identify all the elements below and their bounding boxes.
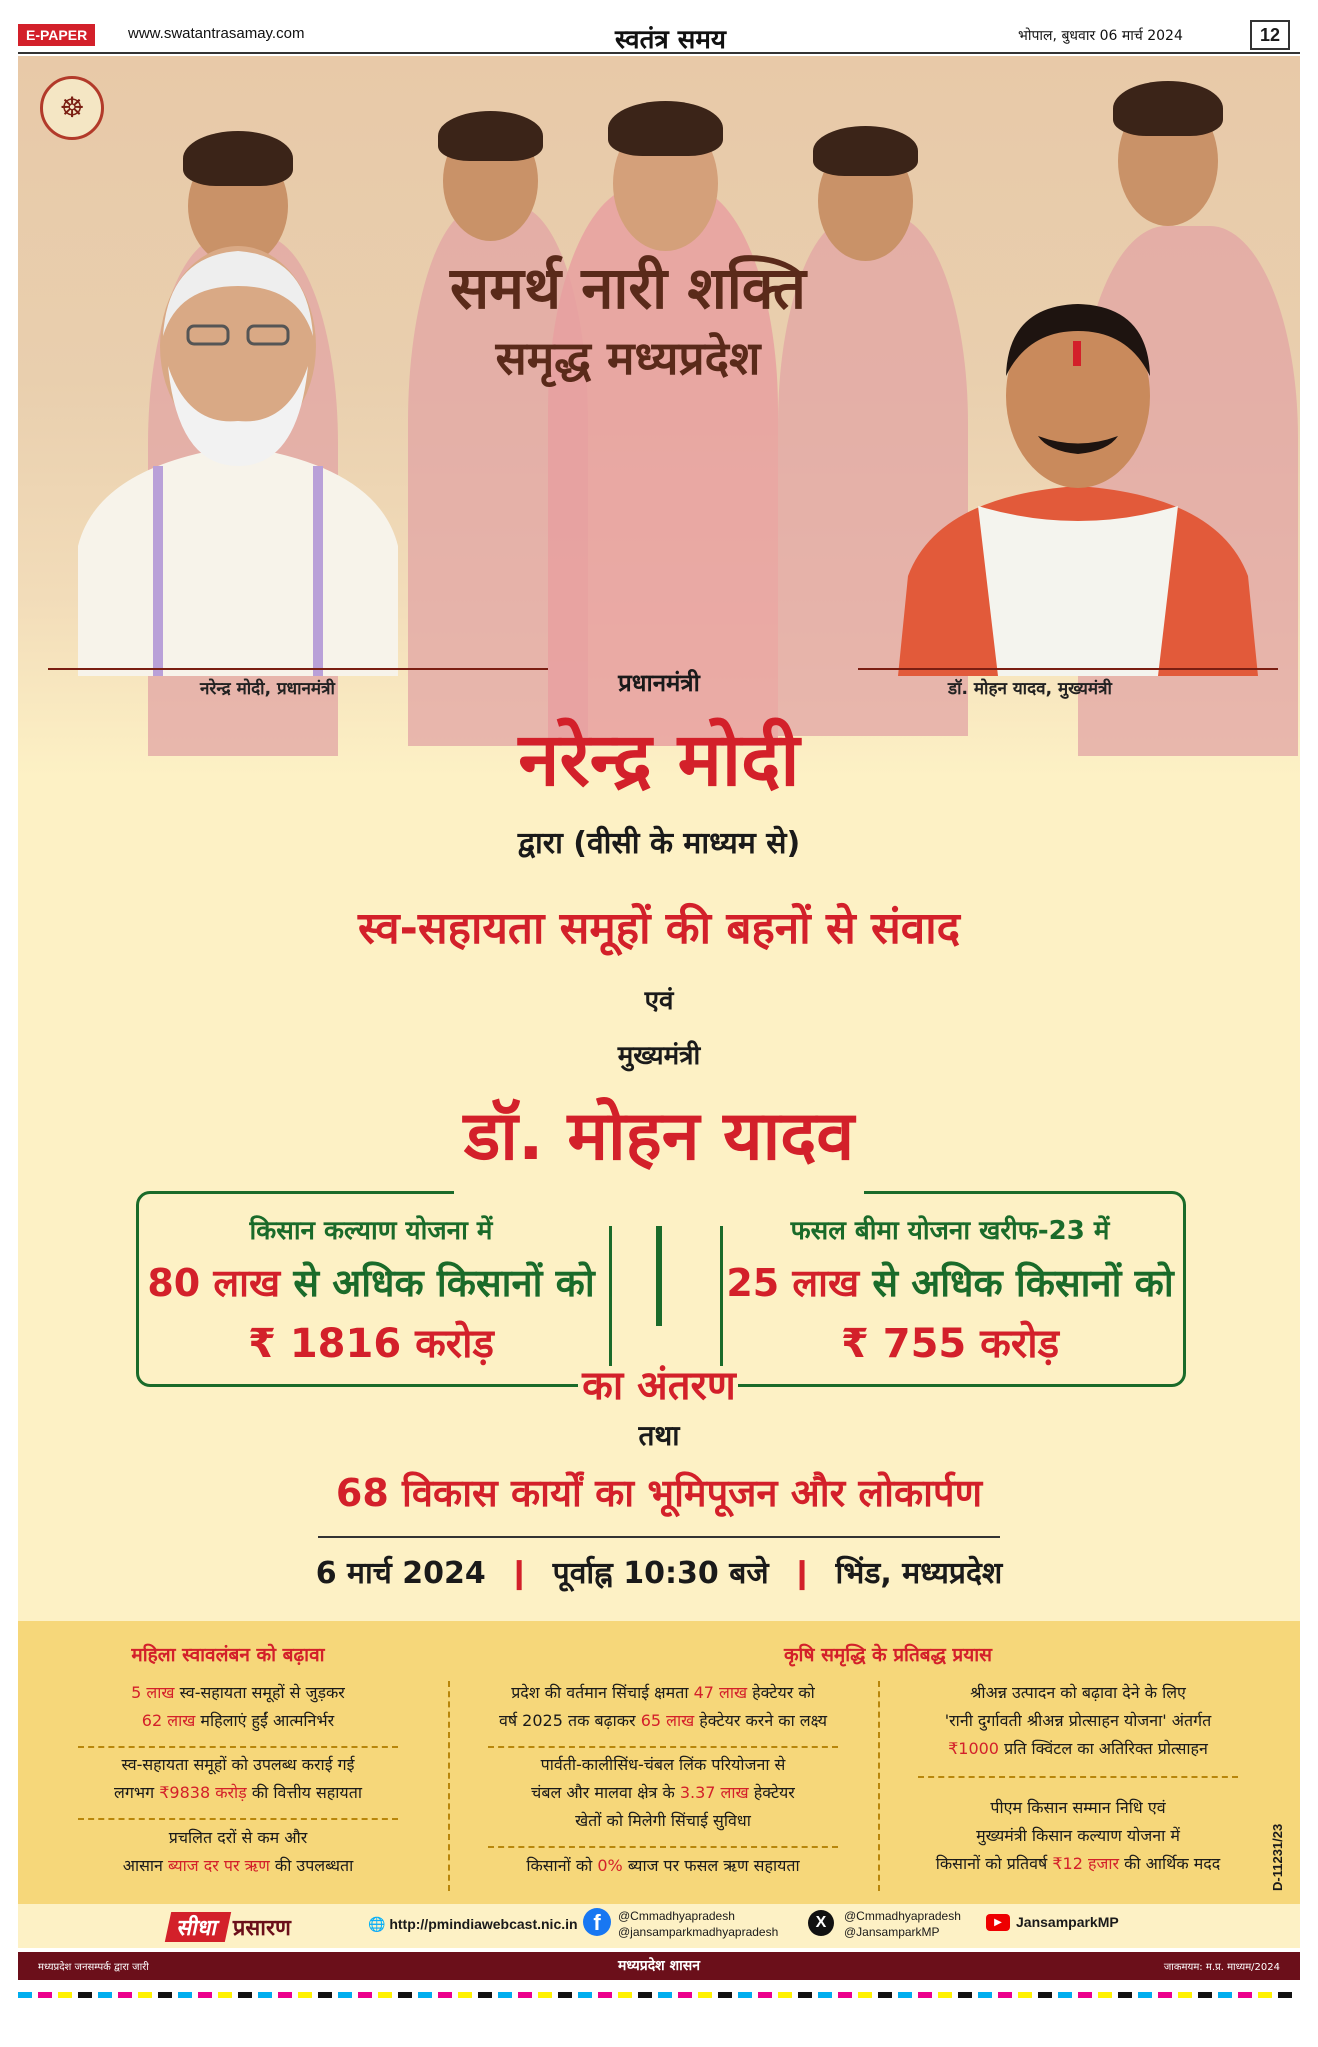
- tatha-text: तथा: [638, 1419, 680, 1452]
- agri-item-1: प्रदेश की वर्तमान सिंचाई क्षमता 47 लाख हेक्टेयर को वर्ष 2025 तक बढ़ाकर 65 लाख हेक्टेयर करने का लक्ष्य: [498, 1683, 828, 1730]
- women-item-1: 5 लाख स्व-सहायता समूहों से जुड़कर 62 लाख महिलाएं हुईं आत्मनिर्भर: [131, 1683, 345, 1730]
- newspaper-header: [18, 18, 1300, 54]
- pm-portrait: [58, 216, 418, 676]
- works-text: 68 विकास कार्यों का भूमिपूजन और लोकार्पण: [335, 1471, 983, 1515]
- event-time: पूर्वाह्न 10:30 बजे: [552, 1556, 769, 1591]
- color-swatch: [238, 1992, 252, 1998]
- color-swatch: [178, 1992, 192, 1998]
- event-details: 6 मार्च 2024 ❙ पूर्वाह्न 10:30 बजे ❙ भिंड, मध्यप्रदेश: [315, 1556, 1003, 1591]
- color-swatch: [358, 1992, 372, 1998]
- color-swatch: [278, 1992, 292, 1998]
- page-number: 12: [1250, 20, 1290, 50]
- color-swatch: [1158, 1992, 1172, 1998]
- color-swatch: [98, 1992, 112, 1998]
- color-swatch: [1038, 1992, 1052, 1998]
- cm-name: डॉ. मोहन यादव: [463, 1097, 855, 1176]
- youtube-handle[interactable]: JansamparkMP: [1016, 1914, 1119, 1930]
- color-swatch: [78, 1992, 92, 1998]
- color-swatch: [518, 1992, 532, 1998]
- facebook-handles[interactable]: @Cmmadhyapradesh @jansamparkmadhyapradesh: [618, 1909, 779, 1939]
- color-swatch: [1078, 1992, 1092, 1998]
- color-swatch: [18, 1992, 32, 1998]
- color-swatch: [338, 1992, 352, 1998]
- kisan-amount: ₹ 1816 करोड़: [248, 1321, 494, 1367]
- color-swatch: [198, 1992, 212, 1998]
- event-place: भिंड, मध्यप्रदेश: [835, 1556, 1003, 1591]
- color-swatch: [438, 1992, 452, 1998]
- youtube-icon[interactable]: ▶: [986, 1914, 1010, 1931]
- color-swatch: [698, 1992, 712, 1998]
- live-telecast-badge: सीधा प्रसारण: [168, 1912, 358, 1944]
- color-swatch: [1198, 1992, 1212, 1998]
- pm-caption: नरेन्द्र मोदी, प्रधानमंत्री: [200, 679, 335, 699]
- agri-heading: कृषि समृद्धि के प्रतिबद्ध प्रयास: [783, 1644, 993, 1666]
- color-swatch: [1238, 1992, 1252, 1998]
- color-swatch: [458, 1992, 472, 1998]
- color-swatch: [158, 1992, 172, 1998]
- color-swatch: [1098, 1992, 1112, 1998]
- event-date: 6 मार्च 2024: [315, 1556, 486, 1591]
- footer-issuer: मध्यप्रदेश जनसम्पर्क द्वारा जारी: [38, 1962, 149, 1973]
- agri-item-5: पीएम किसान सम्मान निधि एवं मुख्यमंत्री किसान कल्याण योजना में किसानों को प्रतिवर्ष ₹12 हजार की आर्थिक मदद: [935, 1798, 1221, 1873]
- women-item-3: प्रचलित दरों से कम और आसान ब्याज दर पर ऋण की उपलब्धता: [122, 1828, 354, 1875]
- cm-caption: डॉ. मोहन यादव, मुख्यमंत्री: [948, 679, 1112, 699]
- color-swatch: [718, 1992, 732, 1998]
- color-swatch: [898, 1992, 912, 1998]
- color-swatch: [378, 1992, 392, 1998]
- print-color-bar: [18, 1992, 1300, 1998]
- color-swatch: [638, 1992, 652, 1998]
- color-swatch: [478, 1992, 492, 1998]
- tagline-secondary: समृद्ध मध्यप्रदेश: [495, 331, 761, 385]
- globe-icon: 🌐: [368, 1916, 386, 1932]
- color-swatch: [758, 1992, 772, 1998]
- color-swatch: [1258, 1992, 1272, 1998]
- ad-code: D-11231/23: [1270, 1823, 1285, 1891]
- pm-title: प्रधानमंत्री: [618, 669, 700, 697]
- color-swatch: [38, 1992, 52, 1998]
- agri-item-3: किसानों को 0% ब्याज पर फसल ऋण सहायता: [526, 1856, 800, 1875]
- cm-title: मुख्यमंत्री: [617, 1041, 701, 1071]
- footer-govt: मध्यप्रदेश शासन: [618, 1958, 700, 1974]
- facebook-icon[interactable]: f: [583, 1908, 611, 1936]
- color-swatch: [918, 1992, 932, 1998]
- color-swatch: [558, 1992, 572, 1998]
- women-heading: महिला स्वावलंबन को बढ़ावा: [131, 1644, 325, 1666]
- color-swatch: [878, 1992, 892, 1998]
- color-swatch: [1118, 1992, 1132, 1998]
- color-swatch: [618, 1992, 632, 1998]
- color-swatch: [798, 1992, 812, 1998]
- advertisement: [18, 56, 1300, 1948]
- color-swatch: [138, 1992, 152, 1998]
- color-swatch: [658, 1992, 672, 1998]
- color-swatch: [598, 1992, 612, 1998]
- color-swatch: [538, 1992, 552, 1998]
- event-title: स्व-सहायता समूहों की बहनों से संवाद: [358, 903, 960, 954]
- color-swatch: [58, 1992, 72, 1998]
- tagline-primary: समर्थ नारी शक्ति: [450, 254, 806, 322]
- and-text: एवं: [644, 986, 674, 1016]
- event-rule: [318, 1536, 1000, 1538]
- x-handles[interactable]: @Cmmadhyapradesh @JansamparkMP: [844, 1909, 961, 1939]
- color-swatch: [298, 1992, 312, 1998]
- color-swatch: [958, 1992, 972, 1998]
- fasal-beneficiaries: 25 लाख से अधिक किसानों को: [726, 1261, 1174, 1305]
- color-swatch: [938, 1992, 952, 1998]
- color-swatch: [258, 1992, 272, 1998]
- kisan-beneficiaries: 80 लाख से अधिक किसानों को: [147, 1261, 595, 1305]
- color-swatch: [1278, 1992, 1292, 1998]
- x-icon[interactable]: X: [808, 1910, 834, 1936]
- epaper-badge: E-PAPER: [18, 24, 95, 46]
- color-swatch: [678, 1992, 692, 1998]
- agri-item-2: पार्वती-कालीसिंध-चंबल लिंक परियोजना से चंबल और मालवा क्षेत्र के 3.37 लाख हेक्टेयर खेतों को मिलेगी सिंचाई सुविधा: [531, 1755, 795, 1830]
- box-divider: [656, 1226, 662, 1326]
- schemes-band: [18, 1621, 1300, 1904]
- color-swatch: [978, 1992, 992, 1998]
- vc-note: द्वारा (वीसी के माध्यम से): [517, 826, 801, 861]
- color-swatch: [738, 1992, 752, 1998]
- color-swatch: [578, 1992, 592, 1998]
- color-swatch: [1178, 1992, 1192, 1998]
- color-swatch: [778, 1992, 792, 1998]
- color-swatch: [998, 1992, 1012, 1998]
- color-swatch: [1058, 1992, 1072, 1998]
- webcast-link[interactable]: 🌐 http://pmindiawebcast.nic.in: [368, 1916, 578, 1932]
- fasal-amount: ₹ 755 करोड़: [840, 1321, 1060, 1367]
- color-swatch: [118, 1992, 132, 1998]
- color-swatch: [838, 1992, 852, 1998]
- color-swatch: [218, 1992, 232, 1998]
- kisan-scheme-label: किसान कल्याण योजना में: [249, 1216, 493, 1246]
- dateline: भोपाल, बुधवार 06 मार्च 2024: [1018, 28, 1183, 44]
- women-item-2: स्व-सहायता समूहों को उपलब्ध कराई गई लगभग ₹9838 करोड़ की वित्तीय सहायता: [114, 1755, 362, 1802]
- color-swatch: [1138, 1992, 1152, 1998]
- transfer-text: का अंतरण: [582, 1363, 736, 1409]
- color-swatch: [818, 1992, 832, 1998]
- footer-bar: [18, 1952, 1300, 1980]
- site-url[interactable]: www.swatantrasamay.com: [128, 25, 305, 42]
- color-swatch: [498, 1992, 512, 1998]
- mp-government-emblem-icon: ☸: [40, 76, 104, 140]
- agri-item-4: श्रीअन्न उत्पादन को बढ़ावा देने के लिए 'रानी दुर्गावती श्रीअन्न प्रोत्साहन योजना' अंतर्गत ₹1000 प्रति क्विंटल का अतिरिक्त प्रोत्साहन: [944, 1683, 1212, 1758]
- color-swatch: [418, 1992, 432, 1998]
- cm-portrait: [878, 286, 1278, 676]
- color-swatch: [1218, 1992, 1232, 1998]
- color-swatch: [858, 1992, 872, 1998]
- color-swatch: [1018, 1992, 1032, 1998]
- footer-code: जाकमयम: म.प्र. माध्यम/2024: [1163, 1962, 1280, 1973]
- pm-name: नरेन्द्र मोदी: [518, 717, 800, 803]
- fasal-scheme-label: फसल बीमा योजना खरीफ-23 में: [790, 1216, 1110, 1246]
- masthead: स्वतंत्र समय: [615, 25, 726, 55]
- social-bar: [18, 1906, 1300, 1948]
- color-swatch: [398, 1992, 412, 1998]
- color-swatch: [318, 1992, 332, 1998]
